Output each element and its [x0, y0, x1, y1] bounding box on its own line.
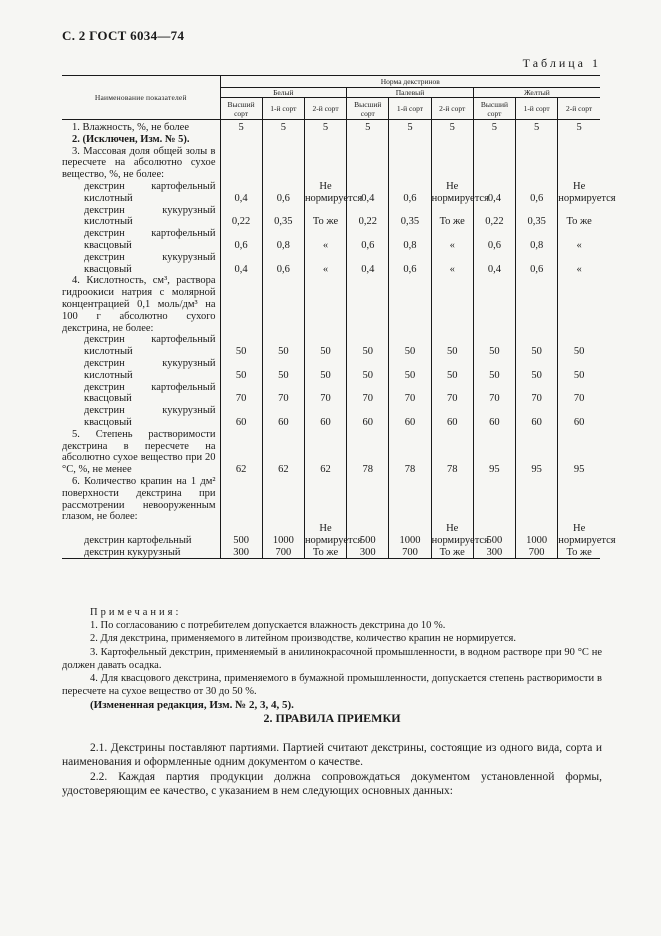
indicator-name: декстрин картофельный кислотный — [84, 334, 216, 358]
norm-value: 0,4 — [220, 181, 262, 205]
norm-value — [431, 134, 473, 146]
norm-value: 50 — [558, 334, 600, 358]
norm-value — [220, 134, 262, 146]
norm-value — [347, 134, 389, 146]
norm-value: 50 — [516, 358, 558, 382]
grade-header: 2-й сорт — [558, 98, 600, 120]
indicator-name: 4. Кислотность, см³, раствора гидроокиси натрия с молярной концентрацией 0,1 моль/дм³ на 100 г абсолютно сухого декстрина, не более: — [62, 275, 216, 334]
indicator-name: декстрин кукурузный кислотный — [84, 204, 216, 228]
norm-value: 50 — [558, 358, 600, 382]
norm-value: 60 — [304, 405, 346, 429]
norm-value: 70 — [347, 382, 389, 406]
norm-value: 5 — [220, 120, 262, 134]
table-row — [62, 382, 600, 406]
norm-value: 0,35 — [516, 205, 558, 229]
norm-value: 5 — [304, 120, 346, 134]
norm-value: 0,6 — [516, 252, 558, 276]
indicator-name: декстрин картофельный — [84, 534, 192, 546]
table-row — [62, 205, 600, 229]
table-row — [62, 181, 600, 205]
norm-value: 70 — [473, 382, 515, 406]
norm-value: 50 — [304, 358, 346, 382]
indicator-name: декстрин кукурузный квасцовый — [84, 251, 216, 275]
norm-value — [558, 146, 600, 181]
norm-value: 5 — [389, 120, 431, 134]
norm-value: 0,35 — [262, 205, 304, 229]
norm-value: 500 — [347, 523, 389, 547]
norm-value: 70 — [220, 382, 262, 406]
column-header-indicator: Наименование показателей — [62, 76, 220, 120]
norm-value: 70 — [262, 382, 304, 406]
norm-value: Не нормируется — [304, 523, 363, 546]
norm-value: 5 — [262, 120, 304, 134]
norm-value: 700 — [389, 547, 431, 559]
norm-value: 78 — [347, 429, 389, 476]
note-item: 2. Для декстрина, применяемого в литейном производстве, количество крапин не нормируется. — [90, 633, 517, 645]
norm-value: « — [558, 228, 600, 252]
table-row — [62, 134, 600, 146]
norm-value: 1000 — [516, 523, 558, 547]
norm-value: 50 — [347, 358, 389, 382]
indicator-name: декстрин картофельный квасцовый — [84, 381, 216, 405]
norm-value: 5 — [558, 120, 600, 134]
norm-value: Не нормируется — [558, 180, 616, 204]
norm-value: 60 — [473, 405, 515, 429]
norm-value — [516, 476, 558, 523]
norm-value: 0,6 — [262, 252, 304, 276]
norm-value: 50 — [262, 334, 304, 358]
section-body — [62, 741, 602, 799]
grade-header: Высший сорт — [473, 98, 515, 120]
norm-value: 0,6 — [389, 252, 431, 276]
norm-value — [304, 146, 346, 181]
indicator-name: 6. Количество крапин на 1 дм² поверхности декстрина при рассмотрении невооруженным глазом, не более: — [62, 475, 216, 523]
table-row — [62, 228, 600, 252]
norm-value — [389, 275, 431, 334]
table-row — [62, 146, 600, 181]
norm-value — [304, 476, 346, 523]
norm-value: 70 — [389, 382, 431, 406]
norm-value: 60 — [262, 405, 304, 429]
norm-value: 50 — [389, 358, 431, 382]
paragraph: 2.2. Каждая партия продукции должна сопровождаться документом установленной формы, удостоверяющим ее качество, с указанием в нем следующих основных данных: — [62, 770, 602, 798]
norm-value — [516, 146, 558, 181]
norm-value: 50 — [431, 334, 473, 358]
norm-value — [473, 275, 515, 334]
indicator-name: декстрин картофельный кислотный — [84, 180, 216, 204]
grade-header: Высший сорт — [220, 98, 262, 120]
norm-value: 5 — [473, 120, 515, 134]
norm-value: 0,6 — [516, 181, 558, 205]
norm-value: 60 — [347, 405, 389, 429]
table-row — [62, 405, 600, 429]
norm-value — [558, 134, 600, 146]
norm-value: 50 — [516, 334, 558, 358]
norm-value — [220, 146, 262, 181]
norm-value: Не нормируется — [558, 523, 616, 546]
norm-value: То же — [431, 547, 473, 559]
norm-value: 0,4 — [220, 252, 262, 276]
table-label: Таблица 1 — [522, 56, 601, 70]
grade-header: 2-й сорт — [431, 98, 473, 120]
norm-value: Не нормируется — [431, 180, 489, 204]
norm-value: 62 — [304, 429, 346, 476]
norm-value — [431, 476, 473, 523]
group-header-white: Белый — [220, 88, 347, 98]
norm-value: Не нормируется — [431, 523, 489, 546]
norm-value: 50 — [304, 334, 346, 358]
norm-value: 700 — [262, 547, 304, 559]
norm-value: 70 — [431, 382, 473, 406]
norm-value — [262, 476, 304, 523]
norm-value — [473, 134, 515, 146]
norm-value: 0,4 — [473, 252, 515, 276]
norm-value: 60 — [431, 405, 473, 429]
norm-value — [431, 146, 473, 181]
norm-value: 5 — [516, 120, 558, 134]
table-row — [62, 275, 600, 334]
indicator-name: 5. Степень растворимости декстрина в пересчете на абсолютно сухое вещество при 20 °С, %, не менее — [62, 428, 216, 476]
norm-value: 500 — [473, 523, 515, 547]
grade-header: 1-й сорт — [516, 98, 558, 120]
norm-value: 0,6 — [347, 228, 389, 252]
table-row — [62, 476, 600, 523]
norm-value — [558, 275, 600, 334]
norm-value: 0,4 — [347, 252, 389, 276]
norm-value: « — [304, 228, 346, 252]
note-item: 4. Для квасцового декстрина, применяемого в бумажной промышленности, допускается степень растворимости в пересчете на сухое вещество от 30 до 50 %. — [62, 673, 602, 698]
norm-value: 0,6 — [389, 181, 431, 205]
norm-value: 300 — [473, 547, 515, 559]
norm-value — [516, 134, 558, 146]
norms-table — [62, 75, 616, 559]
paragraph: 2.1. Декстрины поставляют партиями. Партией считают декстрины, состоящие из одного вида, сорта и наименования и оформленные одним документом о качестве. — [62, 742, 602, 769]
norm-value — [220, 476, 262, 523]
norm-value: Не нормируется — [304, 180, 363, 204]
norm-value: 78 — [389, 429, 431, 476]
norm-value: То же — [304, 547, 346, 559]
norm-value: 0,8 — [516, 228, 558, 252]
table-row — [62, 547, 600, 559]
grade-header: 2-й сорт — [304, 98, 346, 120]
norm-value: 78 — [431, 429, 473, 476]
norm-value — [389, 146, 431, 181]
norm-value — [304, 134, 346, 146]
norm-value — [262, 134, 304, 146]
norm-value: 0,8 — [389, 228, 431, 252]
norm-value: 0,35 — [389, 205, 431, 229]
norm-value: 50 — [431, 358, 473, 382]
norm-value — [473, 146, 515, 181]
norm-value: 95 — [473, 429, 515, 476]
table-row — [62, 252, 600, 276]
note-item: 3. Картофельный декстрин, применяемый в анилинокрасочной промышленности, в водном растворе при 90 °С не должен давать осадка. — [62, 646, 602, 671]
norm-value: То же — [558, 205, 600, 229]
norm-value: 1000 — [389, 523, 431, 547]
norm-value — [389, 134, 431, 146]
indicator-name: декстрин кукурузный — [62, 547, 220, 559]
norm-value: 500 — [220, 523, 262, 547]
norm-value: 60 — [220, 405, 262, 429]
table-row — [62, 334, 600, 358]
norm-value: 700 — [516, 547, 558, 559]
norm-value: 50 — [473, 358, 515, 382]
norm-value: 5 — [431, 120, 473, 134]
group-header-yellow: Желтый — [473, 88, 600, 98]
norm-value: « — [558, 252, 600, 276]
norm-value: 0,22 — [473, 205, 515, 229]
note-item: 1. По согласованию с потребителем допускается влажность декстрина до 10 %. — [90, 620, 446, 632]
norm-value: 0,8 — [262, 228, 304, 252]
table-row — [62, 523, 600, 547]
norm-value: 60 — [516, 405, 558, 429]
norm-value: 62 — [220, 429, 262, 476]
table-row — [62, 358, 600, 382]
norm-value: 50 — [220, 358, 262, 382]
norm-value: 60 — [389, 405, 431, 429]
norm-value — [347, 146, 389, 181]
grade-header: Высший сорт — [347, 98, 389, 120]
norm-value: 50 — [262, 358, 304, 382]
norm-value: 0,4 — [473, 181, 515, 205]
norm-value — [347, 275, 389, 334]
norm-value: 0,4 — [347, 181, 389, 205]
grade-header: 1-й сорт — [389, 98, 431, 120]
table-notes — [62, 606, 602, 713]
norm-value: 300 — [220, 547, 262, 559]
section-title: 2. ПРАВИЛА ПРИЕМКИ — [263, 711, 401, 725]
norm-value: 300 — [347, 547, 389, 559]
norm-value: 0,22 — [347, 205, 389, 229]
norm-value — [558, 476, 600, 523]
norm-value — [473, 476, 515, 523]
norm-value: 62 — [262, 429, 304, 476]
norm-value — [220, 275, 262, 334]
norm-value: « — [304, 252, 346, 276]
norm-value: 50 — [473, 334, 515, 358]
grade-header: 1-й сорт — [262, 98, 304, 120]
norm-value: 0,6 — [473, 228, 515, 252]
norm-value: 0,22 — [220, 205, 262, 229]
notes-title: Примечания: — [90, 607, 182, 618]
norm-value — [347, 476, 389, 523]
norm-value: 95 — [516, 429, 558, 476]
norm-value: 50 — [347, 334, 389, 358]
norm-value: 50 — [220, 334, 262, 358]
page-header: С. 2 ГОСТ 6034—74 — [62, 28, 185, 43]
table-row — [62, 120, 600, 134]
norm-value: 60 — [558, 405, 600, 429]
notes-edition: (Измененная редакция, Изм. № 2, 3, 4, 5). — [90, 699, 294, 712]
norm-value — [262, 146, 304, 181]
indicator-name: декстрин картофельный квасцовый — [84, 228, 216, 251]
norm-value: 0,6 — [220, 228, 262, 252]
norm-value: То же — [304, 205, 346, 229]
indicator-name: 2. (Исключен, Изм. № 5). — [72, 133, 190, 145]
column-header-norm: Норма декстринов — [220, 76, 600, 88]
norm-value — [304, 275, 346, 334]
norm-value: 70 — [558, 382, 600, 406]
norm-value: 50 — [389, 334, 431, 358]
norm-value — [389, 476, 431, 523]
norm-value — [431, 275, 473, 334]
norm-value — [262, 275, 304, 334]
norm-value: То же — [431, 205, 473, 229]
indicator-name: 3. Массовая доля общей золы в пересчете на абсолютно сухое вещество, %, не более: — [62, 145, 216, 181]
indicator-name: декстрин кукурузный кислотный — [84, 357, 216, 381]
norm-value: 0,6 — [262, 181, 304, 205]
group-header-pale: Палевый — [347, 88, 474, 98]
norm-value: « — [431, 228, 473, 252]
table-row — [62, 429, 600, 476]
norm-value: 1000 — [262, 523, 304, 547]
indicator-name: декстрин кукурузный квасцовый — [84, 405, 216, 428]
norm-value: То же — [558, 547, 600, 559]
norm-value: 70 — [516, 382, 558, 406]
norm-value: 5 — [347, 120, 389, 134]
norm-value: 70 — [304, 382, 346, 406]
norm-value: 95 — [558, 429, 600, 476]
norm-value — [516, 275, 558, 334]
indicator-name: 1. Влажность, %, не более — [72, 122, 189, 133]
norm-value: « — [431, 252, 473, 276]
